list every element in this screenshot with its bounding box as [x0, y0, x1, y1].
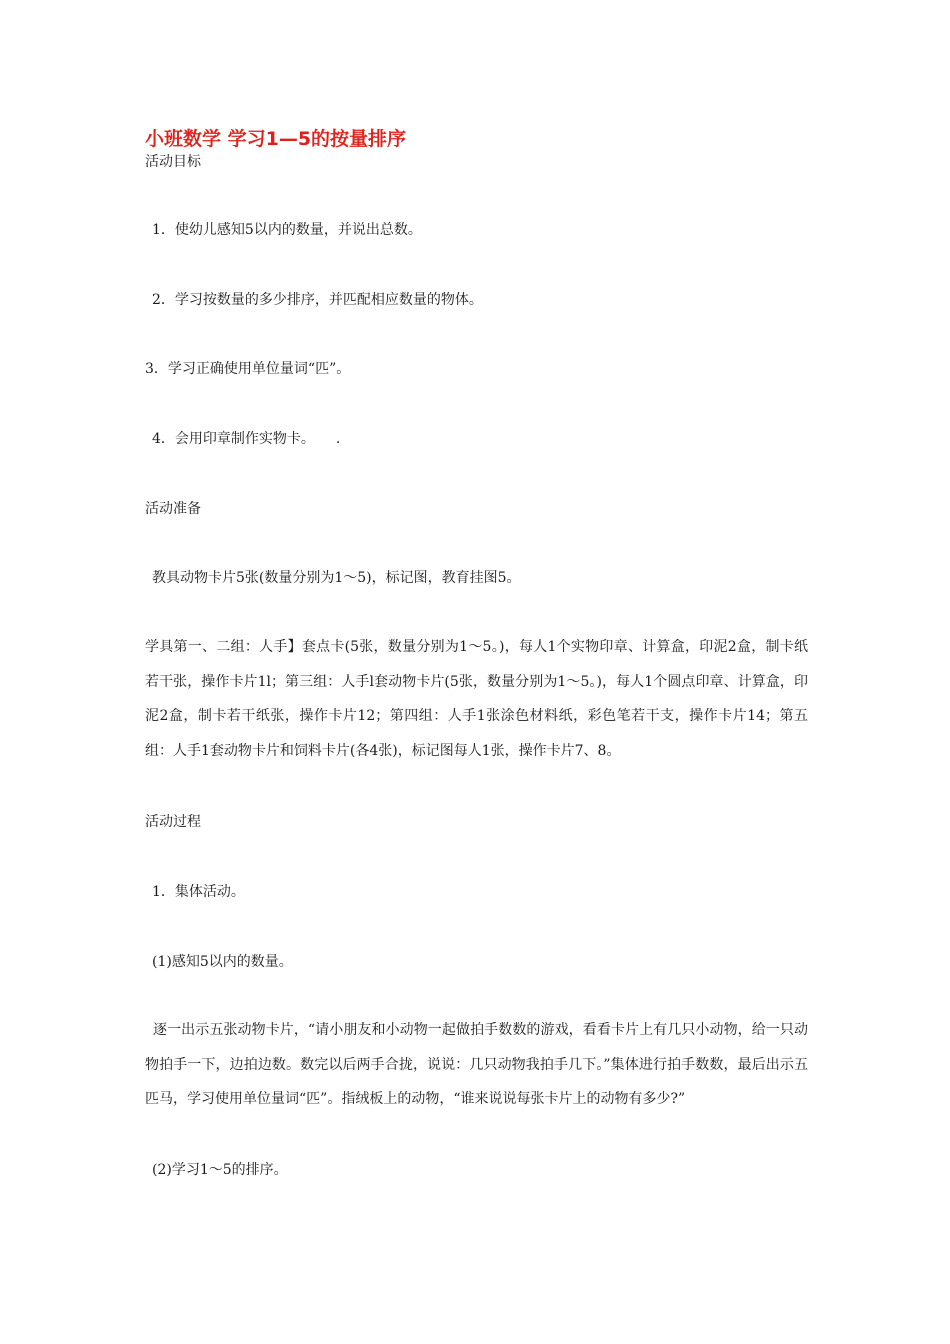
prep-teacher-materials: 教具动物卡片5张(数量分别为1～5)，标记图，教育挂图5。 — [152, 570, 521, 586]
goal-item-3: 3．学习正确使用单位量词“匹”。 — [145, 361, 351, 377]
process-heading: 活动过程 — [145, 814, 201, 830]
goal-item-4: 4．会用印章制作实物卡。 . — [152, 431, 341, 447]
goal-item-1: 1．使幼儿感知5以内的数量，并说出总数。 — [152, 222, 422, 238]
prep-student-materials: 学具第一、二组：人手】套点卡(5张，数量分别为1～5。)，每人1个实物印章、计算盒，印泥2盒，制卡纸若干张，操作卡片1l；第三组：人手l套动物卡片(5张，数量分别为1～5。)，每人1个圆点印章、计算盒，印泥2盒，制卡若干纸张，操作卡片12；第四组：人手1张涂色材料纸，彩色笔若干支，操作卡片14；第五组：人手1套动物卡片和饲料卡片(各4张)，标记图每人1张，操作卡片7、8。 — [145, 639, 808, 759]
goal-item-2: 2．学习按数量的多少排序，并匹配相应数量的物体。 — [152, 292, 483, 308]
prep-heading: 活动准备 — [145, 501, 201, 517]
process-step-1-1-text: 逐一出示五张动物卡片，“请小朋友和小动物一起做拍手数数的游戏，看看卡片上有几只小动物，给一只动物拍手一下，边拍边数。数完以后两手合拢，说说：几只动物我拍手几下。”集体进行拍手数数，最后出示五匹马，学习使用单位量词“匹”。指绒板上的动物，“谁来说说每张卡片上的动物有多少?” — [145, 1022, 808, 1107]
process-step-1-1: (1)感知5以内的数量。 — [152, 954, 293, 970]
document-title: 小班数学 学习1—5的按量排序 — [145, 128, 407, 150]
process-step-1-2: (2)学习1～5的排序。 — [152, 1162, 288, 1178]
process-step-1: 1．集体活动。 — [152, 884, 245, 900]
goals-heading: 活动目标 — [145, 154, 201, 170]
